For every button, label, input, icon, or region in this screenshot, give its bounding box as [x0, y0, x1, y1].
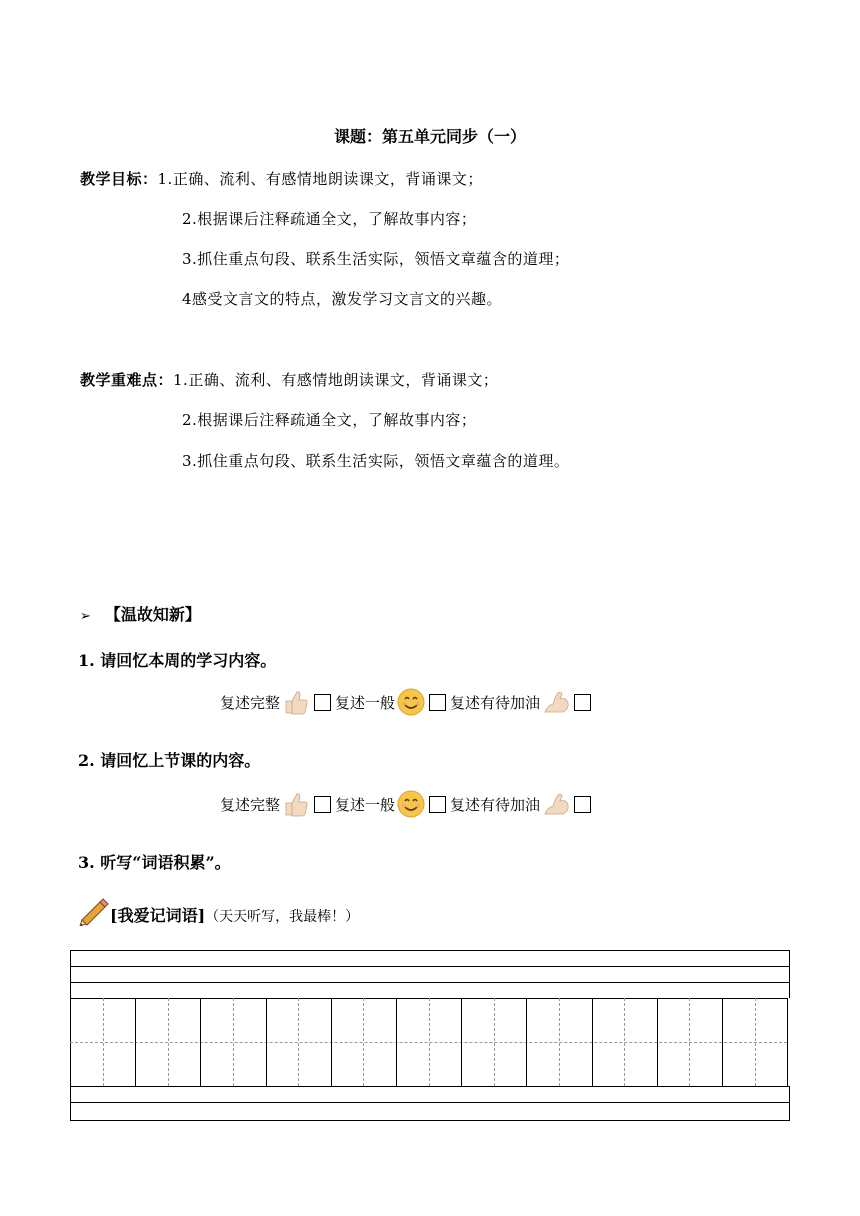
goal-item: 1.正确、流利、有感情地朗读课文，背诵课文；: [157, 170, 483, 188]
rating-option-average: 复述一般: [335, 695, 396, 712]
goals-row-1: [80, 168, 483, 189]
checkbox-complete[interactable]: [314, 796, 331, 813]
grid-cell-border: [200, 998, 201, 1086]
grid-cell-border: [266, 998, 267, 1086]
goal-item: 2.根据课后注释疏通全文，了解故事内容；: [182, 210, 477, 228]
grid-cell-guide: [689, 998, 690, 1086]
grid-cell-border: [331, 998, 332, 1086]
key-point-item: 2.根据课后注释疏通全文，了解故事内容；: [182, 411, 477, 429]
key-point-item: 1.正确、流利、有感情地朗读课文，背诵课文；: [173, 371, 499, 389]
flexed-biceps-icon: [542, 688, 570, 716]
pencil-icon: [78, 896, 110, 926]
key-points-label: 教学重难点：: [80, 371, 174, 389]
dictation-heading: [78, 896, 359, 926]
smile-icon: [397, 688, 425, 716]
grid-cell-border: [396, 998, 397, 1086]
checkbox-needs-work[interactable]: [574, 694, 591, 711]
goal-item: 3.抓住重点句段、联系生活实际，领悟文章蕴含的道理；: [182, 250, 570, 268]
grid-cell-guide: [168, 998, 169, 1086]
grid-cell-guide: [755, 998, 756, 1086]
review-heading-text: 【温故知新】: [104, 605, 201, 624]
dictation-title: [我爱记词语]: [110, 906, 206, 925]
grid-cell-border: [722, 998, 723, 1086]
smile-icon: [397, 790, 425, 818]
question-2: 2. 请回忆上节课的内容。: [78, 751, 261, 770]
thumbs-up-icon: [282, 790, 310, 818]
dictation-subtitle: （天天听写，我最棒！）: [205, 909, 360, 925]
checkbox-average[interactable]: [429, 796, 446, 813]
checkbox-needs-work[interactable]: [574, 796, 591, 813]
checkbox-complete[interactable]: [314, 694, 331, 711]
key-point-item: 3.抓住重点句段、联系生活实际，领悟文章蕴含的道理。: [182, 452, 570, 470]
grid-cell-guide: [559, 998, 560, 1086]
bullet-arrow-icon: ➢: [80, 609, 91, 624]
grid-cell-guide: [624, 998, 625, 1086]
question-1: 1. 请回忆本周的学习内容。: [78, 651, 277, 670]
rating-row-1: [220, 688, 593, 716]
grid-cell-border: [135, 998, 136, 1086]
rating-option-complete: 复述完整: [220, 695, 281, 712]
review-heading: [80, 602, 201, 625]
rating-option-needs-work: 复述有待加油: [450, 695, 541, 712]
grid-cell-border: [657, 998, 658, 1086]
thumbs-up-icon: [282, 688, 310, 716]
page-title: 课题：第五单元同步（一）: [333, 127, 526, 146]
grid-cell-guide: [298, 998, 299, 1086]
rating-option-complete: 复述完整: [220, 797, 281, 814]
grid-cell-guide: [429, 998, 430, 1086]
rating-option-needs-work: 复述有待加油: [450, 797, 541, 814]
rating-row-2: [220, 790, 593, 818]
grid-cell-border: [592, 998, 593, 1086]
goals-label: 教学目标：: [80, 170, 158, 188]
question-3: 3. 听写“词语积累”。: [78, 853, 231, 872]
goal-item: 4感受文言文的特点，激发学习文言文的兴趣。: [182, 290, 503, 308]
grid-cell-guide: [363, 998, 364, 1086]
grid-cell-guide: [494, 998, 495, 1086]
checkbox-average[interactable]: [429, 694, 446, 711]
flexed-biceps-icon: [542, 790, 570, 818]
rating-option-average: 复述一般: [335, 797, 396, 814]
key-points-row-1: [80, 369, 498, 390]
grid-cell-guide: [233, 998, 234, 1086]
grid-cell-border: [526, 998, 527, 1086]
grid-cell-guide: [103, 998, 104, 1086]
grid-cell-border: [461, 998, 462, 1086]
